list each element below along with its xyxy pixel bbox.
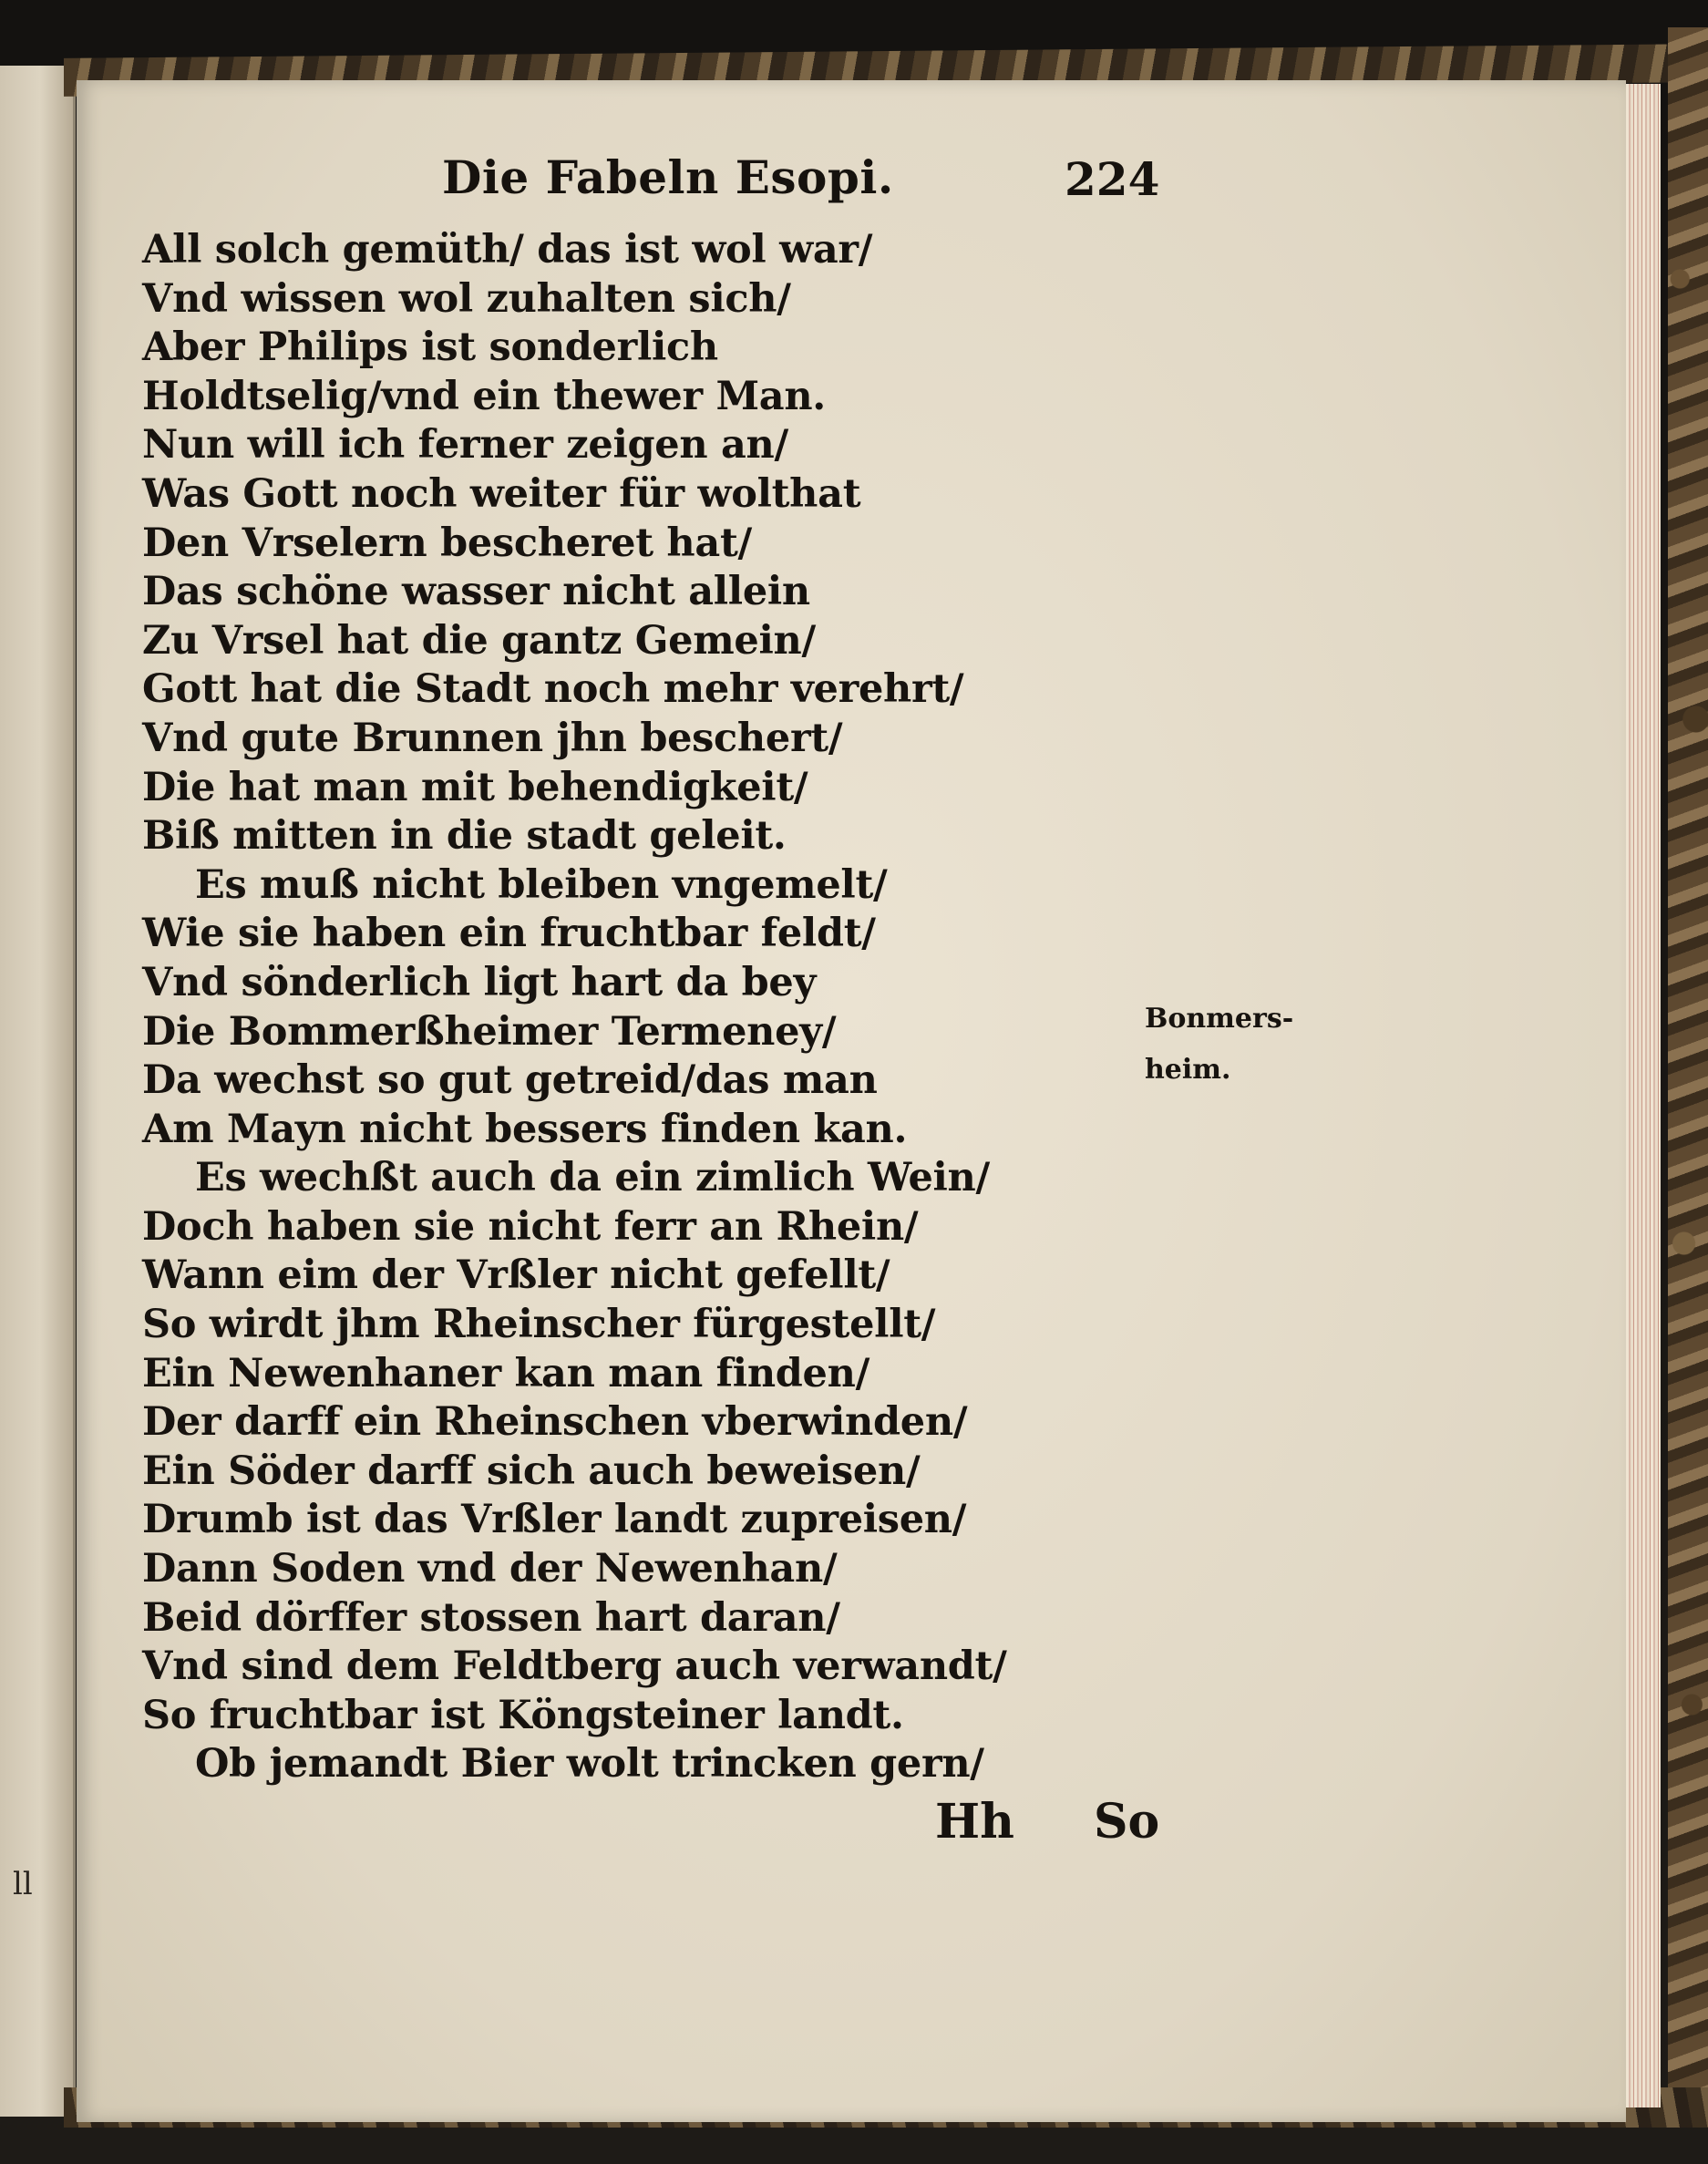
- verse-line: Am Mayn nicht bessers finden kan.: [142, 1106, 908, 1152]
- verse-line: Nun will ich ferner zeigen an/: [142, 422, 788, 469]
- marbled-cover-board: [1668, 27, 1708, 2124]
- verse-line: Vnd sind dem Feldtberg auch verwandt/: [142, 1644, 1007, 1690]
- marginal-note-line: Bonmers-: [1145, 1003, 1294, 1035]
- previous-page-edge: [0, 66, 76, 2117]
- verse-line: Was Gott noch weiter für wolthat: [142, 470, 861, 517]
- verse-line: So wirdt jhm Rheinscher fürgestellt/: [142, 1302, 936, 1348]
- verse-line: Das schöne wasser nicht allein: [142, 569, 810, 615]
- bleed-through-text: [1039, 260, 1513, 356]
- marginal-note: [1145, 994, 1293, 1096]
- verse-line: Es muß nicht bleiben vngemelt/: [195, 861, 888, 908]
- verse-line: Die Bommerßheimer Termeney/: [142, 1008, 837, 1055]
- verse-line: Holdtselig/vnd ein thewer Man.: [142, 373, 826, 419]
- verse-line: Ein Söder darff sich auch beweisen/: [142, 1448, 921, 1494]
- verse-line: Biß mitten in die stadt geleit.: [142, 813, 787, 860]
- verse-line: Dann Soden vnd der Newenhan/: [142, 1546, 838, 1592]
- verse-line: Drumb ist das Vrßler landt zupreisen/: [142, 1497, 967, 1543]
- catchword: So: [1094, 1794, 1160, 1850]
- verse-line: Vnd sönderlich ligt hart da bey: [142, 959, 817, 1005]
- verse-line: Wie sie haben ein fruchtbar feldt/: [142, 911, 876, 957]
- verse-line: Beid dörffer stossen hart daran/: [142, 1594, 840, 1641]
- verse-line: Es wechßt auch da ein zimlich Wein/: [195, 1155, 990, 1201]
- verse-line: Vnd wissen wol zuhalten sich/: [142, 275, 791, 322]
- verse-line: Ob jemandt Bier wolt trincken gern/: [195, 1741, 984, 1788]
- verse-line: All solch gemüth/ das ist wol war/: [142, 227, 873, 273]
- verse-line: Doch haben sie nicht ferr an Rhein/: [142, 1203, 919, 1250]
- previous-page-mark: ll: [13, 1866, 33, 1902]
- verse-line: Zu Vrsel hat die gantz Gemein/: [142, 617, 816, 664]
- signature-mark: Hh: [935, 1794, 1014, 1850]
- verse-line: Ein Newenhaner kan man finden/: [142, 1350, 869, 1396]
- verse-line: So fruchtbar ist Köngsteiner landt.: [142, 1692, 904, 1738]
- verse-text: [142, 226, 1007, 1789]
- marginal-note-line: heim.: [1145, 1054, 1231, 1086]
- running-title: Die Fabeln Esopi.: [442, 150, 894, 204]
- verse-line: Aber Philips ist sonderlich: [142, 325, 718, 371]
- page-number: 224: [1065, 152, 1160, 206]
- verse-line: Die hat man mit behendigkeit/: [142, 764, 808, 810]
- verse-line: Den Vrselern bescheret hat/: [142, 520, 752, 566]
- verse-line: Wann eim der Vrßler nicht gefellt/: [142, 1252, 890, 1299]
- verse-line: Da wechst so gut getreid/das man: [142, 1057, 878, 1104]
- verse-line: Der darff ein Rheinschen vberwinden/: [142, 1399, 968, 1446]
- verse-line: Gott hat die Stadt noch mehr verehrt/: [142, 666, 964, 713]
- verse-line: Vnd gute Brunnen jhn beschert/: [142, 715, 843, 761]
